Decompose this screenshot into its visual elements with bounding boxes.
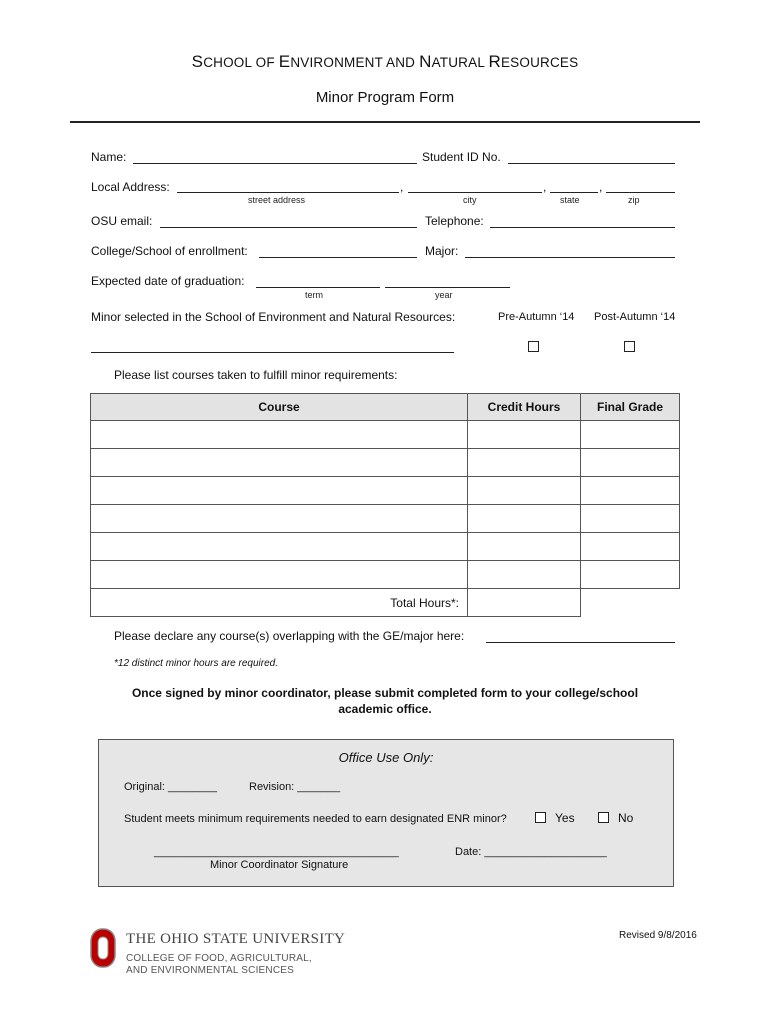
overlap-declaration-label: Please declare any course(s) overlapping with the GE/major here: [114, 629, 465, 643]
coordinator-signature-field[interactable]: ________________________________________ [154, 846, 399, 858]
name-label: Name: [91, 150, 127, 164]
city-caption: city [463, 195, 477, 205]
date-field[interactable]: Date: ____________________ [455, 846, 607, 858]
university-name: THE OHIO STATE UNIVERSITY [126, 931, 346, 947]
credit-hours-cell[interactable] [468, 533, 581, 561]
year-caption: year [435, 290, 453, 300]
course-cell[interactable] [91, 421, 468, 449]
post-autumn-label: Post-Autumn ‘14 [594, 311, 676, 323]
course-cell[interactable] [91, 477, 468, 505]
yes-checkbox[interactable] [535, 812, 546, 823]
final-grade-cell[interactable] [581, 505, 680, 533]
telephone-field[interactable] [490, 227, 675, 228]
form-title: SCHOOL OF ENVIRONMENT AND NATURAL RESOURCES [191, 52, 579, 71]
course-cell[interactable] [91, 561, 468, 589]
table-row [91, 561, 680, 589]
major-field[interactable] [465, 257, 675, 258]
student-id-label: Student ID No. [422, 150, 501, 164]
city-field[interactable] [408, 192, 542, 193]
no-checkbox[interactable] [598, 812, 609, 823]
graduation-term-field[interactable] [256, 287, 380, 288]
local-address-label: Local Address: [91, 180, 170, 194]
final-grade-cell[interactable] [581, 561, 680, 589]
major-label: Major: [425, 244, 459, 258]
total-hours-label: Total Hours*: [91, 589, 468, 617]
final-grade-cell[interactable] [581, 533, 680, 561]
state-field[interactable] [550, 192, 598, 193]
submission-instructions [70, 685, 700, 717]
table-row [91, 533, 680, 561]
header-divider [70, 121, 700, 123]
minor-hours-footnote: *12 distinct minor hours are required. [114, 658, 278, 669]
osu-email-field[interactable] [160, 227, 417, 228]
zip-caption: zip [628, 195, 640, 205]
credit-hours-cell[interactable] [468, 477, 581, 505]
yes-label: Yes [555, 811, 575, 825]
osu-email-label: OSU email: [91, 214, 153, 228]
course-column-header: Course [91, 394, 468, 421]
submission-line-1: Once signed by minor coordinator, please submit completed form to your college/school [131, 686, 639, 700]
revision-field[interactable]: Revision: _______ [249, 781, 341, 793]
post-autumn-checkbox[interactable] [624, 341, 635, 352]
zip-field[interactable] [606, 192, 675, 193]
empty-cell [581, 589, 680, 617]
overlap-declaration-field[interactable] [486, 642, 675, 643]
student-id-field[interactable] [508, 163, 675, 164]
course-cell[interactable] [91, 505, 468, 533]
course-cell[interactable] [91, 449, 468, 477]
requirement-question: Student meets minimum requirements needed to earn designated ENR minor? [124, 813, 507, 825]
street-address-field[interactable] [177, 192, 399, 193]
graduation-year-field[interactable] [385, 287, 510, 288]
form-subtitle: Minor Program Form [315, 89, 455, 106]
course-cell[interactable] [91, 533, 468, 561]
street-address-caption: street address [248, 195, 306, 205]
office-use-heading: Office Use Only: [338, 750, 434, 765]
final-grade-cell[interactable] [581, 421, 680, 449]
courses-instruction: Please list courses taken to fulfill minor requirements: [114, 368, 398, 382]
credit-hours-cell[interactable] [468, 449, 581, 477]
minor-name-field[interactable] [91, 352, 454, 353]
table-row [91, 505, 680, 533]
term-caption: term [305, 290, 323, 300]
credit-hours-column-header: Credit Hours [468, 394, 581, 421]
no-label: No [618, 811, 634, 825]
courses-table [90, 393, 680, 617]
name-field[interactable] [133, 163, 417, 164]
total-hours-cell[interactable] [468, 589, 581, 617]
table-row [91, 421, 680, 449]
table-row [91, 477, 680, 505]
state-caption: state [560, 195, 580, 205]
college-field[interactable] [259, 257, 417, 258]
coordinator-signature-caption: Minor Coordinator Signature [210, 859, 349, 871]
credit-hours-cell[interactable] [468, 505, 581, 533]
pre-autumn-label: Pre-Autumn ‘14 [498, 311, 575, 323]
college-name [126, 953, 312, 977]
credit-hours-cell[interactable] [468, 561, 581, 589]
table-header-row [91, 394, 680, 421]
college-name-line-2: AND ENVIRONMENTAL SCIENCES [126, 965, 295, 976]
credit-hours-cell[interactable] [468, 421, 581, 449]
graduation-date-label: Expected date of graduation: [91, 274, 245, 288]
total-hours-row [91, 589, 680, 617]
final-grade-cell[interactable] [581, 477, 680, 505]
pre-autumn-checkbox[interactable] [528, 341, 539, 352]
address-separator: , [400, 180, 404, 194]
address-separator: , [543, 180, 547, 194]
office-use-box [98, 739, 674, 887]
original-field[interactable]: Original: ________ [124, 781, 217, 793]
final-grade-column-header: Final Grade [581, 394, 680, 421]
block-o-logo-icon [90, 928, 116, 968]
submission-line-2: academic office. [338, 702, 432, 716]
table-row [91, 449, 680, 477]
minor-selected-label: Minor selected in the School of Environment and Natural Resources: [91, 310, 456, 324]
revision-date: Revised 9/8/2016 [619, 930, 697, 941]
telephone-label: Telephone: [425, 214, 484, 228]
college-label: College/School of enrollment: [91, 244, 248, 258]
address-separator: , [599, 180, 603, 194]
final-grade-cell[interactable] [581, 449, 680, 477]
college-name-line-1: COLLEGE OF FOOD, AGRICULTURAL, [126, 953, 312, 964]
